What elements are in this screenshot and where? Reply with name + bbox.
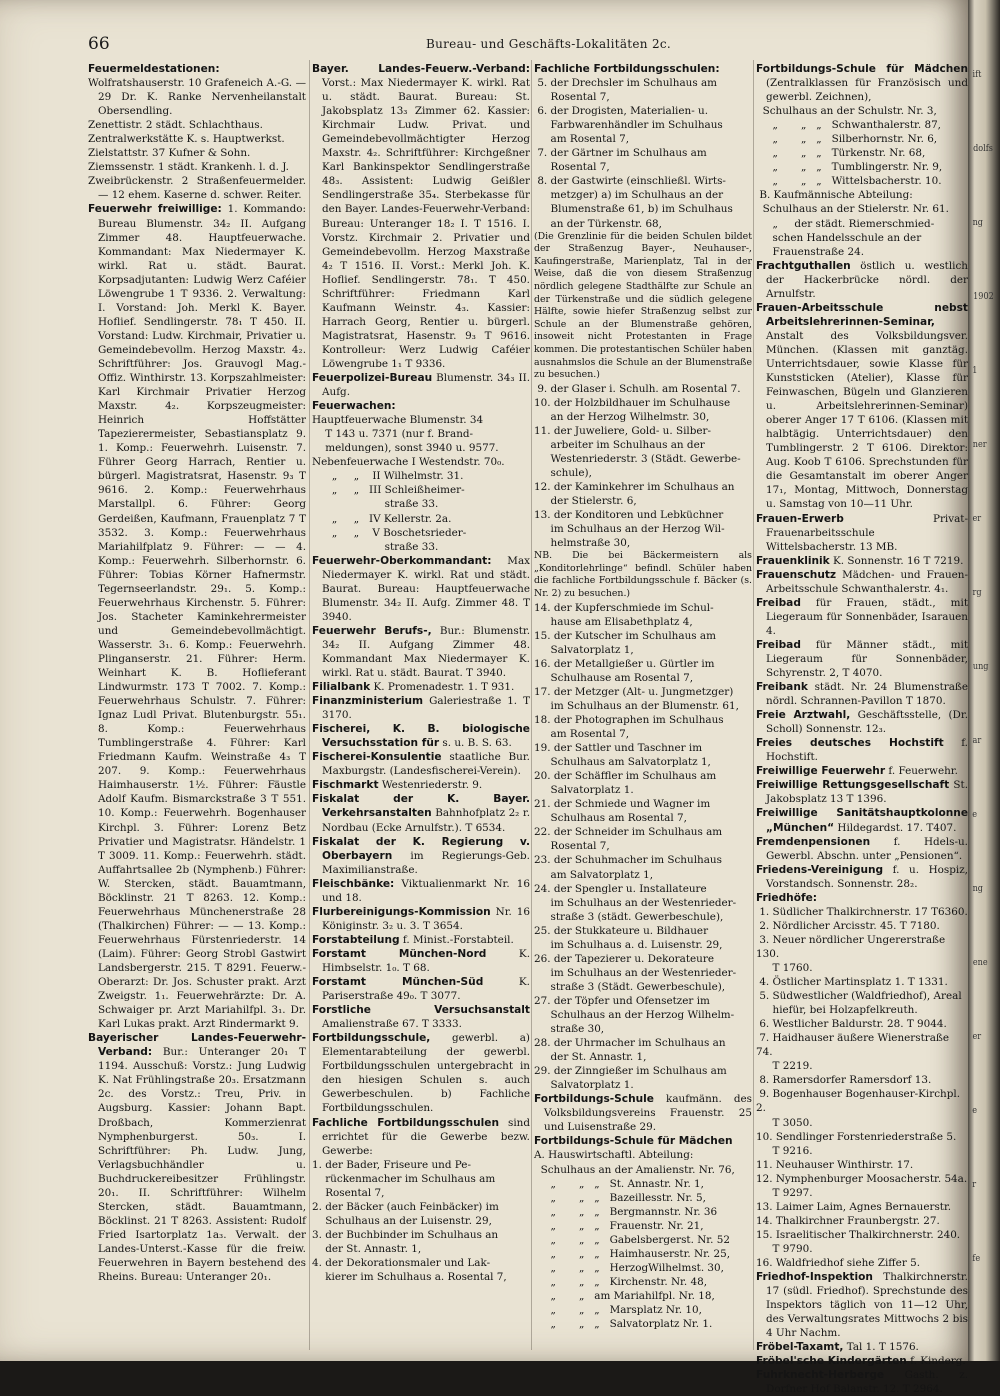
directory-entry (312, 399, 530, 413)
entry-heading: Finanzministerium (312, 695, 424, 708)
entry-text: Ziemssenstr. 1 städt. Krankenh. l. d. J. (88, 161, 289, 174)
directory-entry (88, 62, 306, 76)
entry-text: 1. Kommando: Bureau Blumenstr. 34₂ II. Aufgang Zimmer 48. Hauptfeuerwache. Kommandant: Max Niedermayer K. wirkl. Rat u. städt. Baurat. Korpsadjutanten: Ludwig Werz Caféier Löwengrube 1 T 9336. 2. Verwaltung: I. Vorstand: Joh. Merkl K. Bayer. Hoflief. Sendlingerstr. 78₁ T 450. II. Vorstand: Ludw. Kirchmair, Privatier u. Gemeindebevollm. Herzog Maxstr. 4₂. Schriftführer: Jos. Grauvogl Mag.-Offiz. Winthirstr. 13. Korpszahlmeister: Karl Kirchmair Privatier Herzog Maxstr. 4₂. Korpszeugmeister: Heinrich Hoffstätter Tapezierermeister, Sebastiansplatz 9. 1. Komp.: Feuerwehrh. Luisenstr. 7. Führer Georg Harrach, Rentier u. bürgerl. Magistratsrat, Hasenstr. 9₃ T 9616. 2. Komp.: Feuerwehrhaus Marstallpl. 6. Führer: Georg Gerdeißen, Kaufmann, Frauenplatz 7 T 3532. 3. Komp.: Feuerwehrhaus Mariahilfplatz 9. Führer: — — 4. Komp.: Feuerwehrh. Silberhornstr. 6. Führer: Tobias Körner Hafnermstr. Tegernseerlandstr. 29₁. 5. Komp.: Feuerwehrhaus Kirchenstr. 5. Führer: Jos. Stacheter Kaminkehrermeister und Gemeindebevollmächtigt. Wasserstr. 3₁. 6. Komp.: Feuerwehrh. Plinganserstr. 21. Führer: Herm. Weinhart K. B. Hoflieferant Lindwurmstr. 173 T 7002. 7. Komp.: Feuerwehrhaus Schulstr. 7. Führer: Ignaz Ludl Privat. Blutenburgstr. 55₁. 8. Komp.: Feuerwehrhaus Tumblingerstraße 4. Führer: Karl Friedmann Kaufm. Weinstraße 4₃ T 207. 9. Komp.: Feuerwehrhaus Haimhauserstr. 1½. Führer: Fäustle Adolf Kaufm. Bismarckstraße 3 T 551. 10. Komp.: Feuerwehrh. Bogenhauser Kirchpl. 3. Führer: Lorenz Betz Privatier und Magistratsr. Händelstr. 1 T 3009. 11. Komp.: Feuerwehrh. städt. Auffahrtsallee 2b (Nymphenb.) Führer: W. Stercken, städt. Bauamtmann, Böcklinstr. 21 T 8263. 12. Komp.: Feuerwehrhaus Münchenerstraße 28 (Thalkirchen) Führer: — — 13. Komp.: Feuerwehrhaus Fürstenriederstr. 14 (Laim). Führer: Georg Strobl Gastwirt Landsbergerstr. 215. T 8291. Feuerw.-Oberarzt: Dr. Jos. Schuster prakt. Arzt Zweigstr. 1₁. Feuerwehrärzte: Dr. A. Schwaiger pr. Arzt Mariahilfpl. 3₁. Dr. Karl Lukas prakt. Arzt Rindermarkt 9. (98, 203, 306, 1031)
entry-heading: Feuerpolizei-Bureau (312, 372, 433, 385)
entry-text: Wolfratshauserstr. 10 Grafeneich A.-G. — 29 Dr. K. Ranke Nervenheilanstalt Obersendling. (88, 77, 306, 118)
entry-heading: Feuermeldestationen: (88, 63, 220, 75)
directory-entry (312, 750, 530, 778)
directory-entry (756, 1270, 968, 1340)
edge-fragment: r (972, 1180, 977, 1190)
directory-entry (756, 259, 968, 301)
entry-text: K. Pariserstraße 49₀. T 3077. (322, 976, 530, 1003)
entry-text: staatliche Bur. Maxburgstr. (Landesfischerei-Verein). (322, 751, 530, 778)
column-rule (753, 60, 754, 1350)
directory-entry (756, 708, 968, 736)
entry-text: K. Promenadestr. 1. T 931. (370, 681, 515, 694)
entry-list: 9. der Glaser i. Schulh. am Rosental 7. 10. der Holzbildhauer im Schulhause an der Herzog Wilhelmstr. 30, 11. der Juweliere, Gold- u. Silber- arbeiter im Schulhaus an der Westenriederstr. 3 (Städt. Gewerbe- schule), 12. der Kaminkehrer im Schulhaus an der Stielerstr. 6, 13. der Konditoren und Lebküchner im Schulhaus an der Herzog Wil- helmstraße 30, (534, 382, 741, 550)
entry-text: K. Sonnenstr. 16 T 7219. (829, 554, 964, 567)
directory-entry (756, 638, 968, 680)
directory-entry (756, 1354, 968, 1368)
entry-heading: Freiwillige Feuerwehr (756, 765, 886, 778)
directory-entry (88, 146, 306, 160)
edge-fragment: e (972, 1106, 978, 1116)
entry-heading: Frauen-Erwerb (756, 512, 844, 525)
entry-heading: Freiwillige Rettungsgesellschaft (756, 779, 950, 792)
entry-heading: Frachtguthallen (756, 259, 851, 272)
entry-text: s. u. B. S. 63. (439, 737, 512, 750)
directory-entry (312, 877, 530, 905)
entry-text: städt. Nr. 24 Blumenstraße nördl. Schrannen-Pavillon T 1870. (766, 681, 968, 708)
entry-heading: Fiskalat der K. Bayer. Verkehrsanstalten (312, 793, 530, 820)
edge-fragment: dolfs (973, 144, 993, 154)
directory-entry (88, 132, 306, 146)
entry-text: Viktualienmarkt Nr. 16 und 18. (322, 877, 530, 904)
directory-entry (756, 736, 968, 764)
entry-heading: Fortbildungs-Schule (534, 1093, 654, 1106)
entry-text: Zenettistr. 2 städt. Schlachthaus. (88, 119, 263, 132)
entry-text: f. Minist.-Forstabteil. (399, 933, 514, 946)
entry-heading: Feuerwehr-Oberkommandant: (312, 554, 492, 567)
edge-fragment: e (972, 810, 978, 820)
edge-fragment: ng (972, 218, 983, 228)
entry-text: Bahnhofplatz 2₂ r. Nordbau (Ecke Arnulfstr.). T 6534. (322, 807, 530, 834)
directory-entry (312, 62, 530, 371)
entry-heading: Freibad (756, 638, 801, 651)
entry-heading: Fischerei-Konsulentie (312, 751, 442, 764)
directory-entry (756, 835, 968, 863)
entry-text: Zweibrückenstr. 2 Straßenfeuermelder. — 12 ehem. Kaserne d. schwer. Reiter. (88, 175, 306, 202)
directory-entry (88, 160, 306, 174)
column-rule (531, 60, 532, 1350)
entry-text: Galeriestraße 1. T 3170. (322, 695, 530, 722)
entry-note: NB. Die bei Bäckermeistern als „Konditorlehrlinge“ befindl. Schüler haben die fachliche Fortbildungsschule f. Bäcker (s. Nr. 2) zu besuchen.) (534, 550, 752, 600)
entry-text: kaufmänn. des Volksbildungsvereins Frauenstr. 25 und Luisenstraße 29. (544, 1093, 752, 1134)
entry-list: 14. der Kupferschmiede im Schul- hause am Elisabethplatz 4, 15. der Kutscher im Schulhaus am Salvatorplatz 1, 16. der Metallgießer u. Gürtler im Schulhause am Rosental 7, 17. der Metzger (Alt- u. Jungmetzger) im Schulhaus an der Blumenstr. 61, 18. der Photographen im Schulhaus am Rosental 7, 19. der Sattler und Taschner im Schulhaus am Salvatorplatz 1, 20. der Schäffler im Schulhaus am Salvatorplatz 1. 21. der Schmiede und Wagner im Schulhaus am Rosental 7, 22. der Schneider im Schulhaus am Rosental 7, 23. der Schuhmacher im Schulhaus am Salvatorplatz 1, 24. der Spengler u. Installateure im Schulhaus an der Westenrieder- straße 3 (städt. Gewerbeschule), 25. der Stukkateure u. Bildhauer im Schulhaus a. d. Luisenstr. 29, 26. der Tapezierer u. Dekorateure im Schulhaus an der Westenrieder- straße 3 (Städt. Gewerbeschule), 27. der Töpfer und Ofensetzer im Schulhaus an der Herzog Wilhelm- straße 30, 28. der Uhrmacher im Schulhaus an der St. Annastr. 1, 29. der Zinngießer im Schulhaus am Salvatorplatz 1. (534, 601, 739, 1092)
directory-entry (534, 1134, 752, 1148)
entry-heading: Forstabteilung (312, 933, 400, 946)
entry-heading: Friedhof-Inspektion (756, 1271, 873, 1284)
adjacent-page-edge (968, 0, 1000, 1361)
entry-text: Nr. 16 Königinstr. 3₂ u. 3. T 3654. (322, 905, 530, 932)
directory-entry (312, 1116, 530, 1158)
page-number: 66 (88, 34, 110, 54)
entry-text: Zielstattstr. 37 Kufner & Sohn. (88, 147, 251, 160)
entry-text: (Zentralklassen für Französisch und gewerbl. Zeichnen), (766, 77, 968, 104)
directory-entry (312, 975, 530, 1003)
column-2 (312, 62, 530, 1347)
entry-text: Westenriederstr. 9. (378, 779, 483, 792)
entry-text: f. Kinderg. (906, 1355, 966, 1368)
entry-heading: Frauenschutz (756, 568, 837, 581)
entry-text: f. Hdels-u. Gewerbl. Abschn. unter „Pensionen“. (766, 835, 968, 862)
entry-heading: Bayer. Landes-Feuerw.-Verband: (312, 63, 530, 75)
directory-entry (312, 778, 530, 792)
entry-list: 1. Südlicher Thalkirchnerstr. 17 T6360. 2. Nördlicher Arcisstr. 45. T 7180. 3. Neuer nördlicher Ungererstraße 130. T 1760. 4. Östlicher Martinsplatz 1. T 1331. 5. Südwestlicher (Waldfriedhof), Areal hiefür, bei Holzapfelkreuth. 6. Westlicher Baldurstr. 28. T 9044. 7. Haidhauser äußere Wienerstraße 74. T 2219. 8. Ramersdorfer Ramersdorf 13. 9. Bogenhauser Bogenhauser-Kirchpl. 2. T 3050. 10. Sendlinger Forstenriederstraße 5. T 9216. 11. Neuhauser Winthirstr. 17. 12. Nymphenburger Moosacherstr. 54a. T 9297. 13. Laimer Laim, Agnes Bernauerstr. 14. Thalkirchner Fraunbergstr. 27. 15. Israelitischer Thalkirchnerstr. 240. T 9790. 16. Waldfriedhof siehe Ziffer 5. (756, 905, 968, 1269)
edge-fragment: fe (972, 1254, 981, 1264)
directory-entry (756, 1368, 968, 1396)
entry-heading: Flurbereinigungs-Kommission (312, 905, 491, 918)
directory-entry (312, 554, 530, 624)
entry-text: K. Himbselstr. 1₀. T 68. (322, 947, 530, 974)
entry-text: für Männer städt., mit Liegeraum für Sonnenbäder, Schyrenstr. 2, T 4070. (766, 638, 968, 680)
directory-entry (756, 554, 968, 568)
entry-heading: Bayerischer Landes-Feuerwehr-Verband: (88, 1032, 306, 1059)
directory-entry (312, 371, 530, 399)
column-1 (88, 62, 306, 1347)
edge-fragment: ar (972, 736, 982, 746)
directory-entry (312, 933, 530, 947)
edge-fragment: er (972, 514, 982, 524)
entry-text: f. Feuerwehr. (885, 765, 958, 778)
directory-entry (756, 512, 968, 554)
entry-text: Thalkirchnerstr. 17 (südl. Friedhof). Sprechstunde des Inspektors täglich von 11—12 Uhr, des Verwaltungsrates Mittwochs 2 bis 4 Uhr Nachm. (766, 1271, 968, 1340)
directory-entry (756, 62, 968, 104)
entry-heading: Forstamt München-Nord (312, 947, 487, 960)
directory-entry (312, 722, 530, 750)
entry-text: sind errichtet für die Gewerbe bezw. Gewerbe: (322, 1116, 530, 1157)
entry-heading: Freiwillige Sanitätshauptkolonne „München“ (756, 807, 968, 834)
edge-fragment: ift (972, 70, 982, 80)
directory-entry (312, 792, 530, 834)
entry-text: Mädchen- und Frauen-Arbeitsschule Schwanthalerstr. 4₁. (766, 568, 968, 595)
edge-fragment: ner (972, 440, 987, 450)
directory-entry (312, 1003, 530, 1031)
entry-heading: Freibank (756, 681, 808, 694)
entry-note: (Die Grenzlinie für die beiden Schulen bildet der Straßenzug Bayer-, Neuhauser-, Kaufingerstraße, Marienplatz, Tal in der Weise, daß die von diesem Straßenzug nördlich gelegene Stadthälfte zur Schule an der Türkenstraße und die südlich gelegene Hälfte, sowie hiefer Straßenzug selbst zur Schule an der Blumenstraße gehören, insoweit nicht Protestanten in Frage kommen. Die protestantischen Schüler haben ausnahmslos die Schule an der Blumenstraße zu besuchen.) (534, 230, 752, 381)
entry-heading: Forstamt München-Süd (312, 976, 484, 989)
entry-text: f. u. Hospiz, Vorstandsch. Sonnenstr. 28₂. (766, 863, 968, 890)
entry-list: 1. der Bader, Friseure und Pe- rückenmacher im Schulhaus am Rosental 7, 2. der Bäcker (auch Feinbäcker) im Schulhaus an der Luisenstr. 29, 3. der Buchbinder im Schulhaus an der St. Annastr. 1, 4. der Dekorationsmaler und Lak- kierer im Schulhaus a. Rosental 7, (312, 1158, 507, 1284)
entry-heading: Fiskalat der K. Regierung v. Oberbayern (312, 835, 530, 862)
entry-text: Blumenstr. 34₃ II. Aufg. (322, 372, 530, 399)
entry-text: östlich u. westlich der Hackerbrücke nördl. der Arnulfstr. (766, 259, 968, 300)
column-rule (309, 60, 310, 1350)
entry-text: Vorst.: Max Niedermayer K. wirkl. Rat u. städt. Baurat. Bureau: St. Jakobsplatz 13₃ Zimmer 62. Kassier: Kirchmair Ludw. Privat. und Gemeindebevollmächtigter Herzog Maxstr. 4₂. Schriftführer: Kirchgeßner Karl Bankinspektor Sendlingerstraße 48₃. Assistent: Ludwig Geißler Sendlingerstraße 35₄. Sterbekasse für den Bayer. Landes-Feuerwehr-Verband: Bureau: Unteranger 18₂ I. T 1516. I. Vorstz. Kirchmair 2. Privatier und Gemeindebevollm. Herzog Maxstraße 4₂ T 1516. II. Vorst.: Merkl Joh. K. Hoflief. Sendlingerstr. 78₁. T 450. Schriftführer: Friedmann Karl Kaufmann Weinstr. 4₃. Kassier: Harrach Georg, Rentier u. bürgerl. Magistratsrat, Hasenstr. 9₃ T 9616. Kontrolleur: Werz Ludwig Caféier Löwengrube 1₁ T 9336. (322, 77, 530, 370)
directory-entry (312, 1031, 530, 1115)
entry-text: Hildegardst. 17. T407. (834, 821, 957, 834)
entry-heading: Fachliche Fortbildungsschulen: (534, 63, 720, 75)
entry-heading: Feuerwehr Berufs-, (312, 624, 432, 637)
entry-heading: Fröbel-Taxamt, (756, 1341, 844, 1354)
entry-list: A. Hauswirtschaftl. Abteilung: Schulhaus an der Amalienstr. Nr. 76, „ „ „ St. Annastr. Nr. 1, „ „ „ Bazeillesstr. Nr. 5, „ „ „ Bergmannstr. Nr. 36 „ „ „ Frauenstr. Nr. 21, „ „ „ Gabelsbergerst. Nr. 52 „ „ „ Haimhauserstr. Nr. 25, „ „ „ HerzogWilhelmst. 30, „ „ „ Kirchenstr. Nr. 48, „ „ am Mariahilfpl. Nr. 18, „ „ „ Marsplatz Nr. 10, „ „ „ Salvatorplatz Nr. 1. (534, 1149, 735, 1331)
entry-list: Schulhaus an der Schulstr. Nr. 3, „ „ „ Schwanthalerstr. 87, „ „ „ Silberhornstr. Nr. 6, „ „ „ Türkenstr. Nr. 68, „ „ „ Tumblingerstr. Nr. 9, „ „ „ Wittelsbacherstr. 10. B. Kaufmännische Abteilung: Schulhaus an der Stielerstr. Nr. 61. „ der städt. Riemerschmied- schen Handelsschule an der Frauenstraße 24. (759, 105, 949, 258)
entry-heading: Fortbildungs-Schule für Mädchen (756, 63, 968, 75)
entry-heading: Fortbildungs-Schule für Mädchen (534, 1135, 733, 1148)
entry-heading: Friedhöfe: (756, 891, 818, 904)
directory-entry (534, 62, 752, 76)
entry-text: Zentralwerkstätte K. s. Hauptwerkst. (88, 133, 285, 146)
directory-entry (88, 202, 306, 1031)
directory-entry (756, 764, 968, 778)
entry-heading: Fortbildungsschule, (312, 1032, 431, 1045)
entry-heading: Freibad (756, 596, 801, 609)
directory-entry (756, 301, 968, 512)
entry-heading: Filialbank (312, 681, 371, 694)
edge-fragment: ng (972, 884, 983, 894)
entry-text: f. Hochstift. (766, 737, 968, 764)
directory-entry (88, 174, 306, 202)
entry-text: Bur.: Unteranger 20₁ T 1194. Ausschuß: Vorstz.: Jung Ludwig K. Nat Frühlingstraße 20₃. Ersatzmann 2c. des Vorstz.: Treu, Priv. in Augsburg. Kassier: Johann Bapt. Droßbach, Kommerzienrat Nymphenburgerst. 50₃. I. Schriftführer: Ph. Ludw. Jung, Verlagsbuchhändler u. Buchdruckereibesitzer Frühlingstr. 20₁. II. Schriftführer: Wilhelm Stercken, städt. Bauamtmann, Böcklinst. 21 T 8263. Assistent: Rudolf Fried Isartorplatz 1a₃. Verwalt. der Landes-Unterst.-Kasse für die freiw. Feuerwehren in Bayern bestehend des Rheins. Bureau: Unteranger 20₁. (98, 1046, 306, 1284)
edge-fragment: 1902 (973, 292, 994, 302)
directory-entry (88, 1031, 306, 1284)
entry-text: Gasth. z. Dorfner Hof Balanstr. 12. T 2964. (766, 1369, 968, 1396)
directory-entry (756, 596, 968, 638)
column-3 (534, 62, 752, 1347)
directory-entry (312, 624, 530, 680)
entry-heading: Feuerwehr freiwillige: (88, 203, 222, 216)
directory-entry (756, 1340, 968, 1354)
entry-heading: Frauen-Arbeitsschule nebst Arbeitslehrerinnen-Seminar, (756, 301, 968, 328)
directory-entry (756, 863, 968, 891)
column-4 (756, 62, 968, 1396)
directory-entry (312, 947, 530, 975)
entry-heading: Freie Arztwahl, (756, 709, 851, 722)
directory-entry (756, 568, 968, 596)
edge-fragment: rg (972, 588, 982, 598)
edge-fragment: er (972, 1032, 982, 1042)
entry-text: Geschäftsstelle, (Dr. Scholl) Sonnenstr. 12₃. (766, 709, 968, 736)
entry-heading: Fleischbänke: (312, 877, 395, 890)
edge-fragment: ene (972, 958, 988, 968)
page-header (88, 34, 928, 56)
entry-text: St. Jakobsplatz 13 T 1396. (766, 779, 968, 806)
entry-heading: Freies deutsches Hochstift (756, 737, 944, 750)
entry-heading: Fuhrknecht-Herberge (756, 1369, 885, 1382)
directory-entry (756, 778, 968, 806)
entry-text: Privat-Frauenarbeitsschule Wittelsbacherstr. 13 MB. (766, 512, 968, 553)
directory-entry (312, 905, 530, 933)
entry-heading: Frauenklinik (756, 554, 830, 567)
entry-heading: Forstliche Versuchsanstalt (312, 1004, 530, 1017)
directory-entry (88, 118, 306, 132)
entry-text: Anstalt des Volksbildungsver. München. (Klassen mit ganztäg. Unterrichtsdauer, sowie Klasse für Kunststicken (Atelier), Klasse für Feinwaschen, Bügeln und Glanzieren u. Arbeitslehrerinnen-Seminar) oberer Anger 17 T 6106. (Klassen mit halbtägig. Unterrichtsdauer) den Tumblingerstr. 2 T 6106. Direktor: Aug. Koob T 6106. Sprechstunden für die Gesamtanstalt im oberer Anger 17₁, Montag, Mittwoch, Donnerstag u. Samstag von 10—11 Uhr. (766, 329, 968, 511)
directory-entry (756, 891, 968, 905)
entry-heading: Feuerwachen: (312, 400, 396, 413)
directory-entry (88, 76, 306, 118)
edge-fragment: ung (972, 662, 989, 672)
directory-entry (312, 680, 530, 694)
entry-heading: Fröbel'sche Kindergärten (756, 1355, 907, 1368)
entry-heading: Fischmarkt (312, 779, 379, 792)
entry-text: Amalienstraße 67. T 3333. (322, 1018, 462, 1031)
directory-entry (534, 1092, 752, 1134)
directory-entry (312, 694, 530, 722)
running-title: Bureau- und Geschäfts-Lokalitäten 2c. (426, 37, 672, 51)
entry-list: 5. der Drechsler im Schulhaus am Rosental 7, 6. der Drogisten, Materialien- u. Farbwarenhändler im Schulhaus am Rosental 7, 7. der Gärtner im Schulhaus am Rosental 7, 8. der Gastwirte (einschließl. Wirts- metzger) a) im Schulhaus an der Blumenstraße 61, b) im Schulhaus an der Türkenstr. 68, (537, 77, 733, 230)
entry-text: für Frauen, städt., mit Liegeraum für Sonnenbäder, Isarauen 4. (766, 596, 968, 637)
entry-heading: Fischerei, K. B. biologische Versuchsstation für (312, 723, 530, 750)
entry-text: Max Niedermayer K. wirkl. Rat und städt. Baurat. Bureau: Hauptfeuerwache Blumenstr. 34₂ II. Aufg. Zimmer 48. T 3940. (322, 554, 530, 623)
directory-entry (756, 680, 968, 708)
directory-entry (312, 835, 530, 877)
entry-text: gewerbl. a) Elementarabteilung der gewerbl. Fortbildungsschulen untergebracht in den hiesigen Schulen s. auch Gewerbeschulen. b) Fachliche Fortbildungsschulen. (322, 1032, 530, 1115)
edge-fragment: 1 (972, 366, 978, 376)
entry-heading: Friedens-Vereinigung (756, 863, 884, 876)
entry-text: im Regierungs-Geb. Maximilianstraße. (322, 849, 530, 876)
entry-list: Hauptfeuerwache Blumenstr. 34 T 143 u. 7371 (nur f. Brand- meldungen), sonst 3940 u. 9577. Nebenfeuerwache I Westendstr. 70₀. „ „ II Wilhelmstr. 31. „ „ III Schleißheimer- straße 33. „ „ IV Kellerstr. 2a. „ „ V Boschetsrieder- straße 33. (312, 414, 505, 553)
entry-text: Bur.: Blumenstr. 34₂ II. Aufgang Zimmer 48. Kommandant Max Niedermayer K. wirkl. Rat u. städt. Baurat. T 3940. (322, 624, 530, 680)
directory-entry (756, 806, 968, 834)
entry-heading: Fremdenpensionen (756, 835, 871, 848)
entry-heading: Fachliche Fortbildungsschulen (312, 1116, 500, 1129)
entry-text: Tal 1. T 1576. (843, 1341, 919, 1354)
